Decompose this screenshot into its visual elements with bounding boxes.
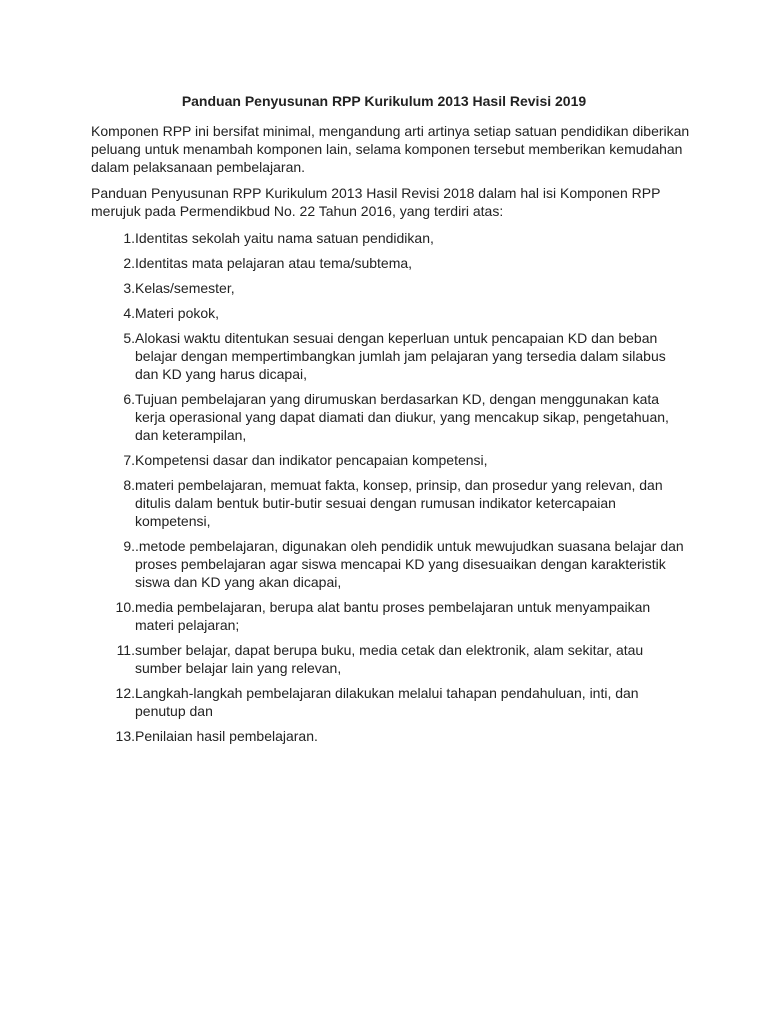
list-item: [91, 537, 691, 591]
list-item-text: Kelas/semester,: [135, 280, 235, 296]
list-item: [91, 390, 691, 444]
list-item: [91, 598, 691, 634]
list-item-number: 5.: [123, 330, 135, 346]
list-item-number: 2.: [123, 255, 135, 271]
list-item-text: Identitas mata pelajaran atau tema/subtema,: [135, 255, 413, 271]
list-item-text: Alokasi waktu ditentukan sesuai dengan keperluan untuk pencapaian KD dan beban belajar dengan mempertimbangkan jumlah jam pelajaran yang tersedia dalam silabus dan KD yang harus dicapai,: [135, 330, 666, 382]
list-item-number: 4.: [123, 305, 135, 321]
list-item-text: materi pembelajaran, memuat fakta, konsep, prinsip, dan prosedur yang relevan, dan ditulis dalam bentuk butir-butir sesuai dengan rumusan indikator ketercapaian kompetensi,: [135, 477, 663, 529]
list-item: [91, 304, 691, 322]
component-list: [91, 229, 691, 752]
list-item-text: Materi pokok,: [135, 305, 220, 321]
list-item-number: 9.: [123, 538, 135, 554]
reference-paragraph: Panduan Penyusunan RPP Kurikulum 2013 Hasil Revisi 2018 dalam hal isi Komponen RPP merujuk pada Permendikbud No. 22 Tahun 2016, yang terdiri atas:: [91, 185, 661, 219]
list-item: [91, 727, 691, 745]
list-item: [91, 229, 691, 247]
list-item-number: 13.: [115, 728, 135, 744]
list-item-number: 12.: [115, 685, 135, 701]
list-item: [91, 476, 691, 530]
list-item-text: media pembelajaran, berupa alat bantu proses pembelajaran untuk menyampaikan materi pelajaran;: [135, 599, 651, 633]
list-item-text: Identitas sekolah yaitu nama satuan pendidikan,: [135, 230, 434, 246]
list-item-text: Kompetensi dasar dan indikator pencapaian kompetensi,: [135, 452, 488, 468]
list-item-number: 6.: [123, 391, 135, 407]
list-item-text: Langkah-langkah pembelajaran dilakukan melalui tahapan pendahuluan, inti, dan penutup dan: [135, 685, 639, 719]
list-item-text: Tujuan pembelajaran yang dirumuskan berdasarkan KD, dengan menggunakan kata kerja operasional yang dapat diamati dan diukur, yang mencakup sikap, pengetahuan, dan keterampilan,: [135, 391, 669, 443]
list-item-text: Penilaian hasil pembelajaran.: [135, 728, 318, 744]
list-item-number: 1.: [123, 230, 135, 246]
intro-paragraph: Komponen RPP ini bersifat minimal, mengandung arti artinya setiap satuan pendidikan diberikan peluang untuk menambah komponen lain, selama komponen tersebut memberikan kemudahan dalam pelaksanaan pembelajaran.: [91, 123, 690, 175]
document-title: Panduan Penyusunan RPP Kurikulum 2013 Hasil Revisi 2019: [181, 93, 587, 109]
list-item-text: sumber belajar, dapat berupa buku, media cetak dan elektronik, alam sekitar, atau sumber belajar lain yang relevan,: [135, 642, 644, 676]
list-item-text: .metode pembelajaran, digunakan oleh pendidik untuk mewujudkan suasana belajar dan proses pembelajaran agar siswa mencapai KD yang disesuaikan dengan karakteristik siswa dan KD yang akan dicapai,: [135, 538, 684, 590]
list-item: [91, 684, 691, 720]
list-item-number: 11.: [116, 642, 135, 658]
list-item: [91, 329, 691, 383]
list-item-number: 3.: [123, 280, 135, 296]
list-item: [91, 641, 691, 677]
list-item: [91, 279, 691, 297]
list-item: [91, 451, 691, 469]
list-item-number: 7.: [123, 452, 135, 468]
list-item-number: 10.: [115, 599, 135, 615]
list-item: [91, 254, 691, 272]
list-item-number: 8.: [123, 477, 135, 493]
